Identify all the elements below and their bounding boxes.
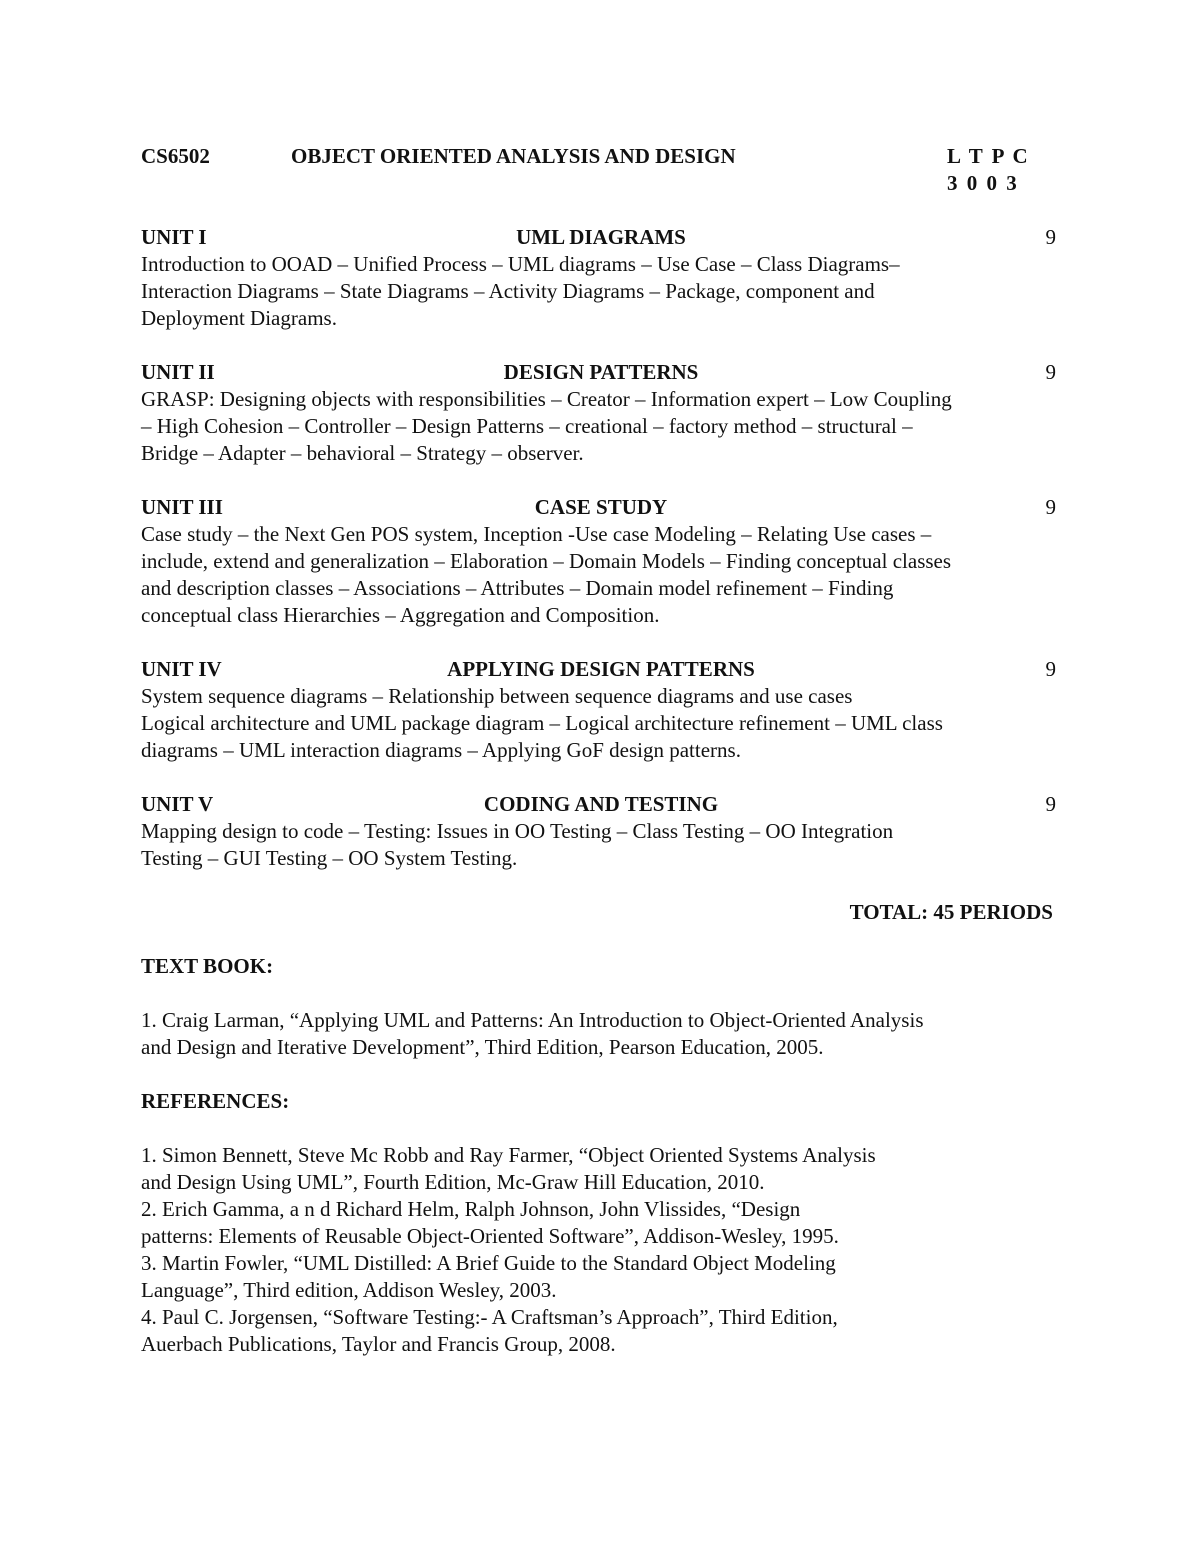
- references-heading: REFERENCES:: [141, 1089, 290, 1113]
- unit-line: conceptual class Hierarchies – Aggregation and Composition.: [141, 603, 660, 627]
- unit-heading: [141, 656, 1061, 683]
- textbook-heading: TEXT BOOK:: [141, 954, 274, 978]
- unit-line: GRASP: Designing objects with responsibilities – Creator – Information expert – Low Coupling: [141, 387, 952, 411]
- unit-description: [141, 818, 1061, 872]
- unit-title: APPLYING DESIGN PATTERNS: [447, 657, 755, 681]
- reference-line: and Design Using UML”, Fourth Edition, Mc-Graw Hill Education, 2010.: [141, 1170, 765, 1194]
- reference-line: 4. Paul C. Jorgensen, “Software Testing:- A Craftsman’s Approach”, Third Edition,: [141, 1305, 838, 1329]
- unit-label: UNIT II: [141, 360, 215, 384]
- unit-heading: [141, 224, 1061, 251]
- unit-label: UNIT I: [141, 225, 207, 249]
- unit-line: Mapping design to code – Testing: Issues in OO Testing – Class Testing – OO Integration: [141, 819, 894, 843]
- reference-line: 2. Erich Gamma, a n d Richard Helm, Ralph Johnson, John Vlissides, “Design: [141, 1197, 801, 1221]
- unit-line: Logical architecture and UML package diagram – Logical architecture refinement – UML class: [141, 711, 943, 735]
- unit-title: UML DIAGRAMS: [516, 225, 686, 249]
- unit-line: – High Cohesion – Controller – Design Patterns – creational – factory method – structural –: [141, 414, 913, 438]
- course-header: [141, 143, 1061, 170]
- unit-section: [141, 359, 1061, 467]
- unit-section: [141, 224, 1061, 332]
- unit-line: include, extend and generalization – Elaboration – Domain Models – Finding conceptual classes: [141, 549, 952, 573]
- unit-line: Deployment Diagrams.: [141, 306, 337, 330]
- unit-line: Case study – the Next Gen POS system, Inception -Use case Modeling – Relating Use cases –: [141, 522, 932, 546]
- unit-description: [141, 683, 1061, 764]
- reference-line: 3. Martin Fowler, “UML Distilled: A Brief Guide to the Standard Object Modeling: [141, 1251, 836, 1275]
- unit-section: [141, 494, 1061, 629]
- syllabus-page: [141, 143, 1061, 1358]
- textbook-line: and Design and Iterative Development”, Third Edition, Pearson Education, 2005.: [141, 1035, 824, 1059]
- unit-heading: [141, 494, 1061, 521]
- unit-section: [141, 791, 1061, 872]
- unit-line: Bridge – Adapter – behavioral – Strategy – observer.: [141, 441, 584, 465]
- unit-label: UNIT III: [141, 495, 223, 519]
- reference-line: Auerbach Publications, Taylor and Francis Group, 2008.: [141, 1332, 616, 1356]
- unit-hours: 9: [1045, 657, 1056, 681]
- unit-line: Interaction Diagrams – State Diagrams – Activity Diagrams – Package, component and: [141, 279, 875, 303]
- references-list: [141, 1142, 1061, 1358]
- unit-hours: 9: [1045, 225, 1056, 249]
- ltpc-credits: 3 0 0 3: [947, 171, 1019, 195]
- unit-label: UNIT IV: [141, 657, 222, 681]
- unit-title: DESIGN PATTERNS: [503, 360, 699, 384]
- unit-line: Introduction to OOAD – Unified Process – UML diagrams – Use Case – Class Diagrams–: [141, 252, 900, 276]
- reference-line: 1. Simon Bennett, Steve Mc Robb and Ray Farmer, “Object Oriented Systems Analysis: [141, 1143, 876, 1167]
- unit-line: and description classes – Associations – Attributes – Domain model refinement – Finding: [141, 576, 894, 600]
- unit-line: diagrams – UML interaction diagrams – Applying GoF design patterns.: [141, 738, 741, 762]
- unit-heading: [141, 791, 1061, 818]
- unit-hours: 9: [1045, 360, 1056, 384]
- unit-title: CODING AND TESTING: [483, 792, 719, 816]
- textbook-line: 1. Craig Larman, “Applying UML and Patterns: An Introduction to Object-Oriented Analysis: [141, 1008, 924, 1032]
- reference-line: Language”, Third edition, Addison Wesley, 2003.: [141, 1278, 557, 1302]
- course-title: OBJECT ORIENTED ANALYSIS AND DESIGN: [291, 144, 736, 168]
- unit-title: CASE STUDY: [534, 495, 668, 519]
- course-code: CS6502: [141, 144, 210, 168]
- unit-hours: 9: [1045, 792, 1056, 816]
- unit-label: UNIT V: [141, 792, 214, 816]
- reference-line: patterns: Elements of Reusable Object-Oriented Software”, Addison-Wesley, 1995.: [141, 1224, 839, 1248]
- credits-row: [141, 170, 1061, 197]
- unit-description: [141, 386, 1061, 467]
- unit-section: [141, 656, 1061, 764]
- total-periods: TOTAL: 45 PERIODS: [849, 900, 1053, 924]
- unit-line: System sequence diagrams – Relationship between sequence diagrams and use cases: [141, 684, 853, 708]
- unit-line: Testing – GUI Testing – OO System Testing.: [141, 846, 518, 870]
- unit-description: [141, 521, 1061, 629]
- unit-heading: [141, 359, 1061, 386]
- textbook-list: [141, 1007, 1061, 1061]
- ltpc-label: L T P C: [947, 144, 1030, 168]
- unit-description: [141, 251, 1061, 332]
- unit-hours: 9: [1045, 495, 1056, 519]
